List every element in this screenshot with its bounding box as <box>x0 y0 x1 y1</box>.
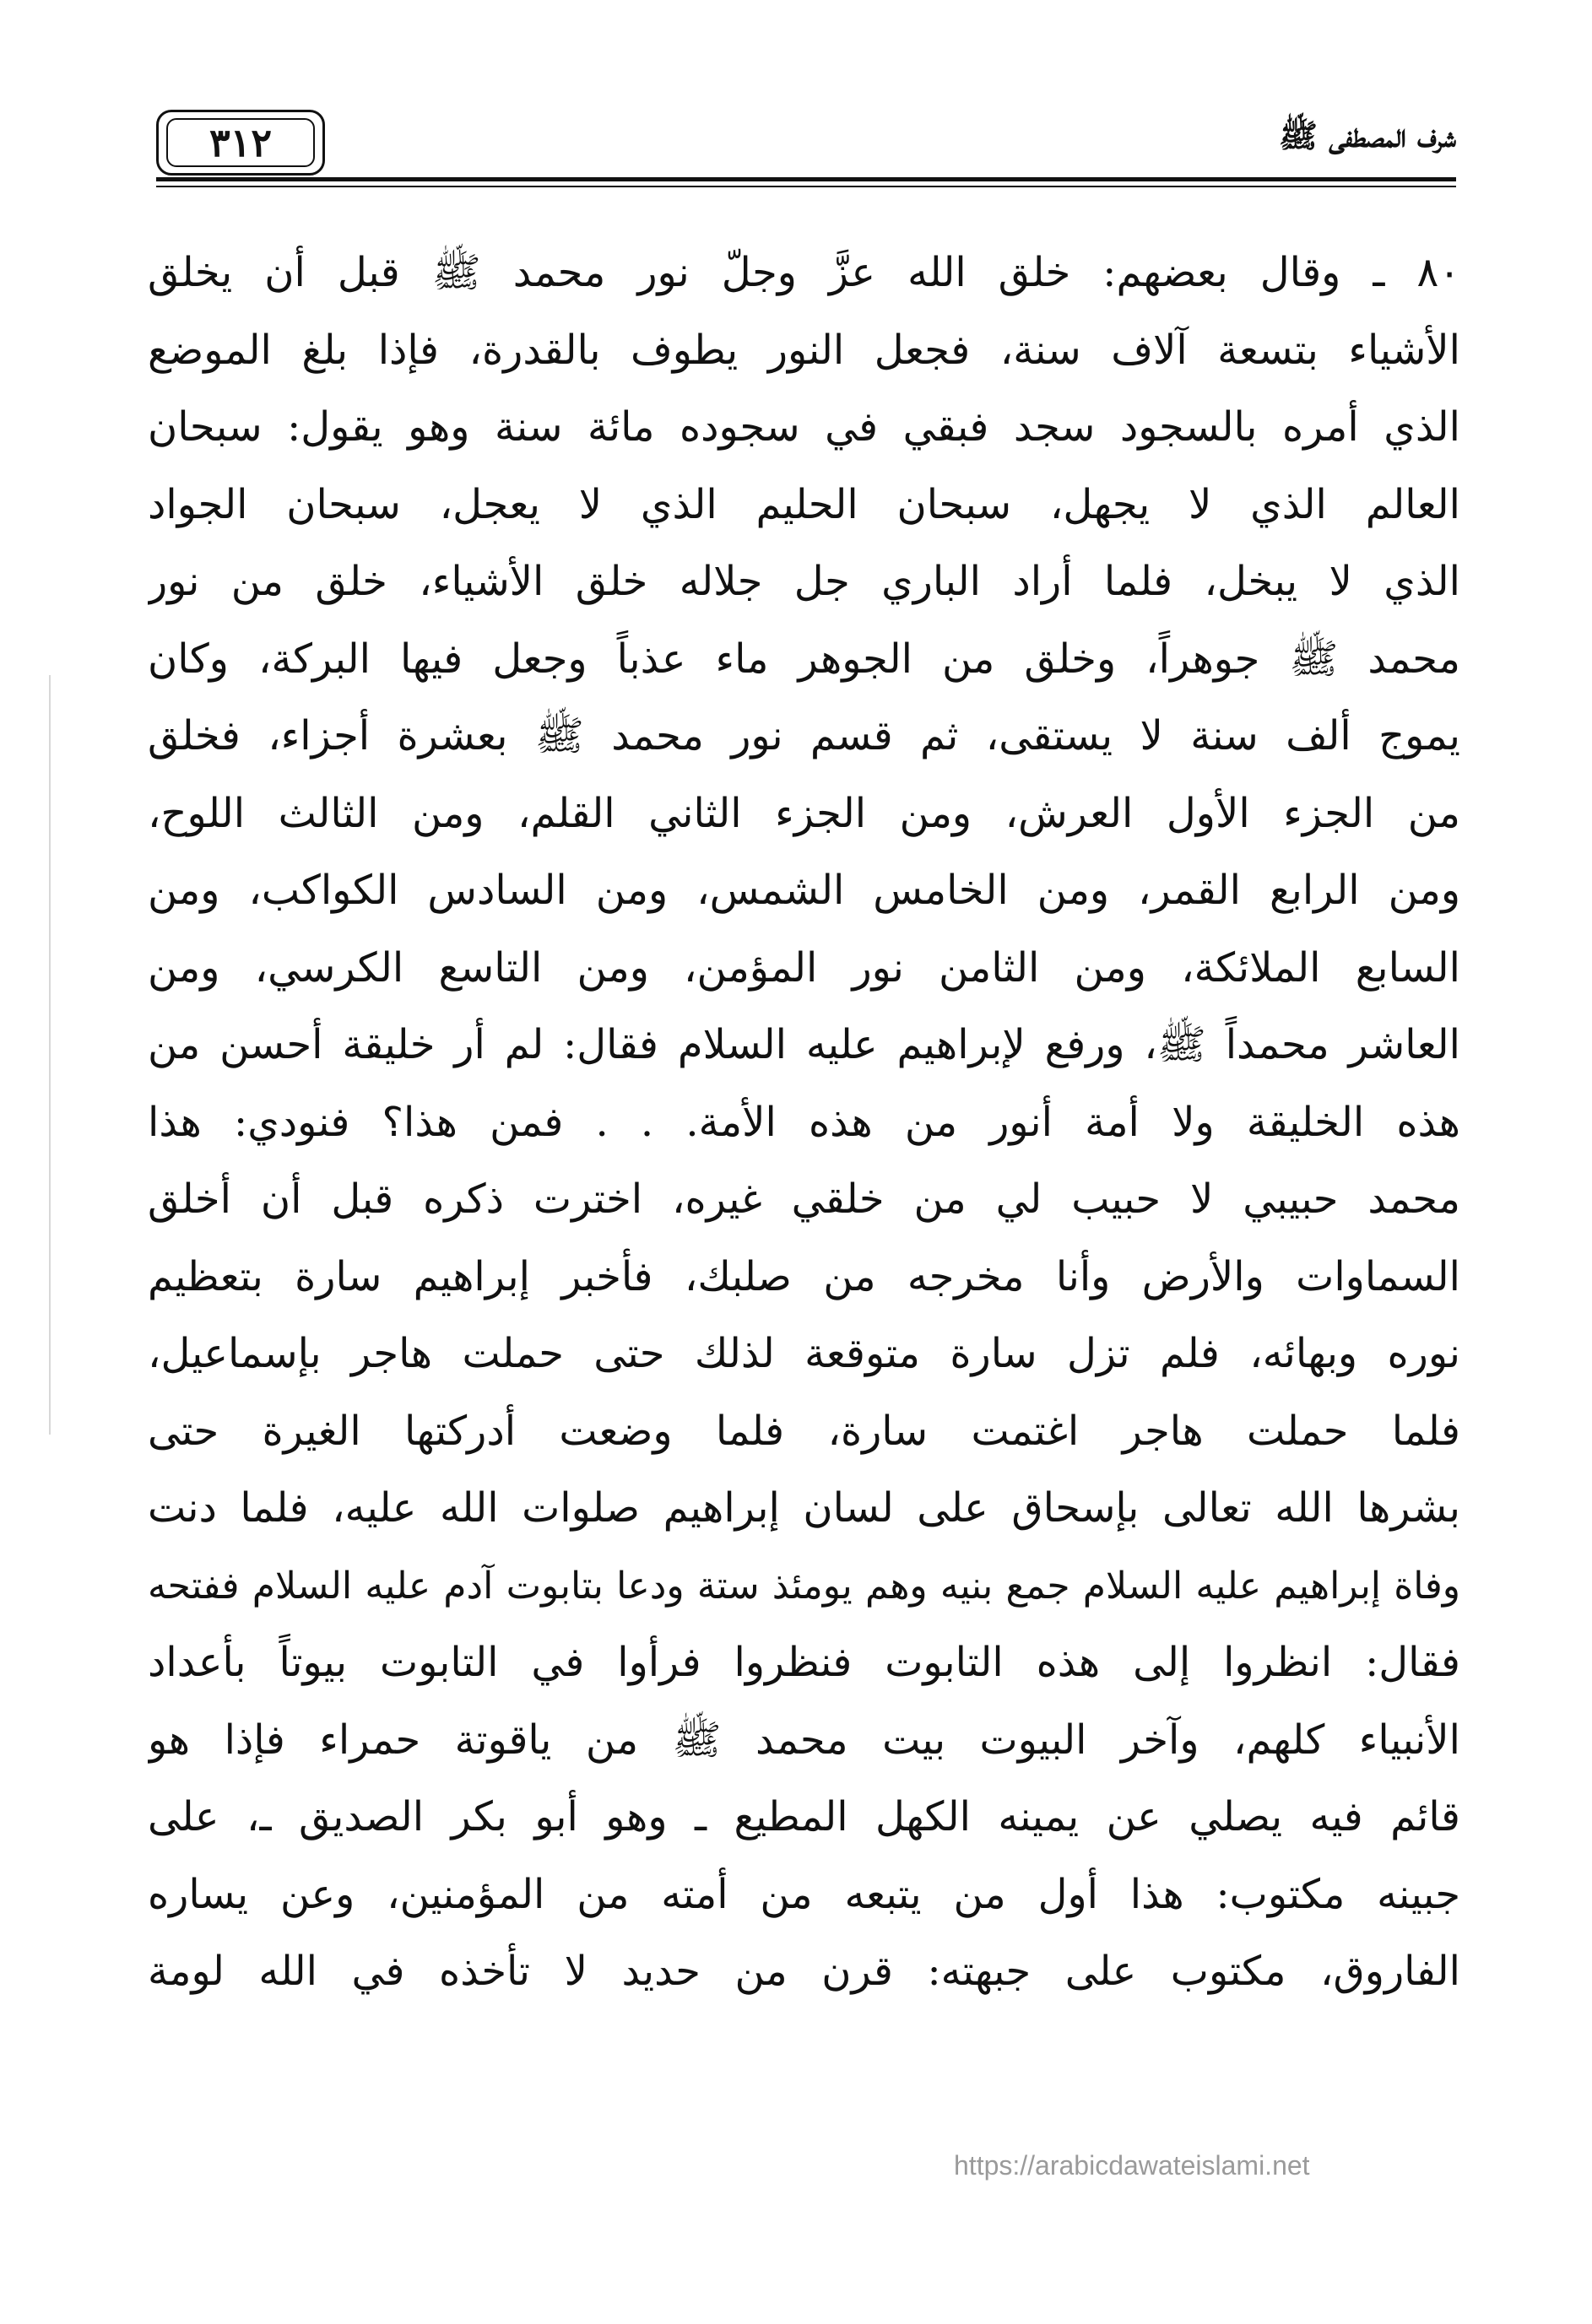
page-number: ٣١٢ <box>166 118 315 167</box>
book-title: شرف المصطفى ﷺ <box>1279 116 1456 154</box>
text-line: ٨٠ ـ وقال بعضهم: خلق الله عزَّ وجلّ نور محمد ﷺ قبل أن يخلق <box>148 249 1460 296</box>
text-line: السابع الملائكة، ومن الثامن نور المؤمن، ومن التاسع الكرسي، ومن <box>148 943 1460 992</box>
text-line: قائم فيه يصلي عن يمينه الكهل المطيع ـ وهو أبو بكر الصديق ـ، على <box>148 1793 1460 1840</box>
text-line: بشرها الله تعالى بإسحاق على لسان إبراهيم صلوات الله عليه، فلما دنت <box>148 1484 1460 1532</box>
page-header <box>156 110 1456 186</box>
text-line: العاشر محمداً ﷺ، ورفع لإبراهيم عليه السلام فقال: لم أر خليقة أحسن من <box>148 1021 1460 1068</box>
text-line: محمد حبيبي لا حبيب لي من خلقي غيره، اخترت ذكره قبل أن أخلق <box>148 1176 1460 1223</box>
watermark-url: https://arabicdawateislami.net <box>954 2150 1310 2181</box>
text-line: من الجزء الأول العرش، ومن الجزء الثاني القلم، ومن الثالث اللوح، <box>148 789 1460 837</box>
scan-margin-line <box>49 675 51 1435</box>
body-text <box>148 235 1460 2011</box>
text-line: نوره وبهائه، فلم تزل سارة متوقعة لذلك حتى حملت هاجر بإسماعيل، <box>148 1330 1460 1377</box>
text-line: فقال: انظروا إلى هذه التابوت فنظروا فرأوا في التابوت بيوتاً بأعداد <box>148 1639 1460 1686</box>
text-line: وفاة إبراهيم عليه السلام جمع بنيه وهم يومئذ ستة ودعا بتابوت آدم عليه السلام ففتحه <box>148 1564 1460 1608</box>
text-line: هذه الخليقة ولا أمة أنور من هذه الأمة. . . فمن هذا؟ فنودي: هذا <box>148 1098 1460 1146</box>
header-rule-thin <box>156 186 1456 187</box>
text-line: الذي لا يبخل، فلما أراد الباري جل جلاله خلق الأشياء، خلق من نور <box>148 558 1460 605</box>
text-line: ومن الرابع القمر، ومن الخامس الشمس، ومن السادس الكواكب، ومن <box>148 867 1460 914</box>
page-number-frame <box>156 110 325 176</box>
text-line: يموج ألف سنة لا يستقى، ثم قسم نور محمد ﷺ بعشرة أجزاء، فخلق <box>148 712 1460 759</box>
text-line: الأشياء بتسعة آلاف سنة، فجعل النور يطوف بالقدرة، فإذا بلغ الموضع <box>148 326 1460 374</box>
text-line: محمد ﷺ جوهراً، وخلق من الجوهر ماء عذباً وجعل فيها البركة، وكان <box>148 635 1460 683</box>
header-rule-thick <box>156 177 1456 181</box>
text-line: السماوات والأرض وأنا مخرجه من صلبك، فأخبر إبراهيم سارة بتعظيم <box>148 1252 1460 1300</box>
text-line: فلما حملت هاجر اغتمت سارة، فلما وضعت أدركتها الغيرة حتى <box>148 1407 1460 1455</box>
text-line: الفاروق، مكتوب على جبهته: قرن من حديد لا تأخذه في الله لومة <box>148 1948 1460 1995</box>
text-line: الذي أمره بالسجود سجد فبقي في سجوده مائة سنة وهو يقول: سبحان <box>148 403 1460 451</box>
text-line: العالم الذي لا يجهل، سبحان الحليم الذي لا يعجل، سبحان الجواد <box>148 480 1460 528</box>
text-line: جبينه مكتوب: هذا أول من يتبعه من أمته من المؤمنين، وعن يساره <box>148 1870 1460 1918</box>
text-line: الأنبياء كلهم، وآخر البيوت بيت محمد ﷺ من ياقوتة حمراء فإذا هو <box>148 1716 1460 1764</box>
